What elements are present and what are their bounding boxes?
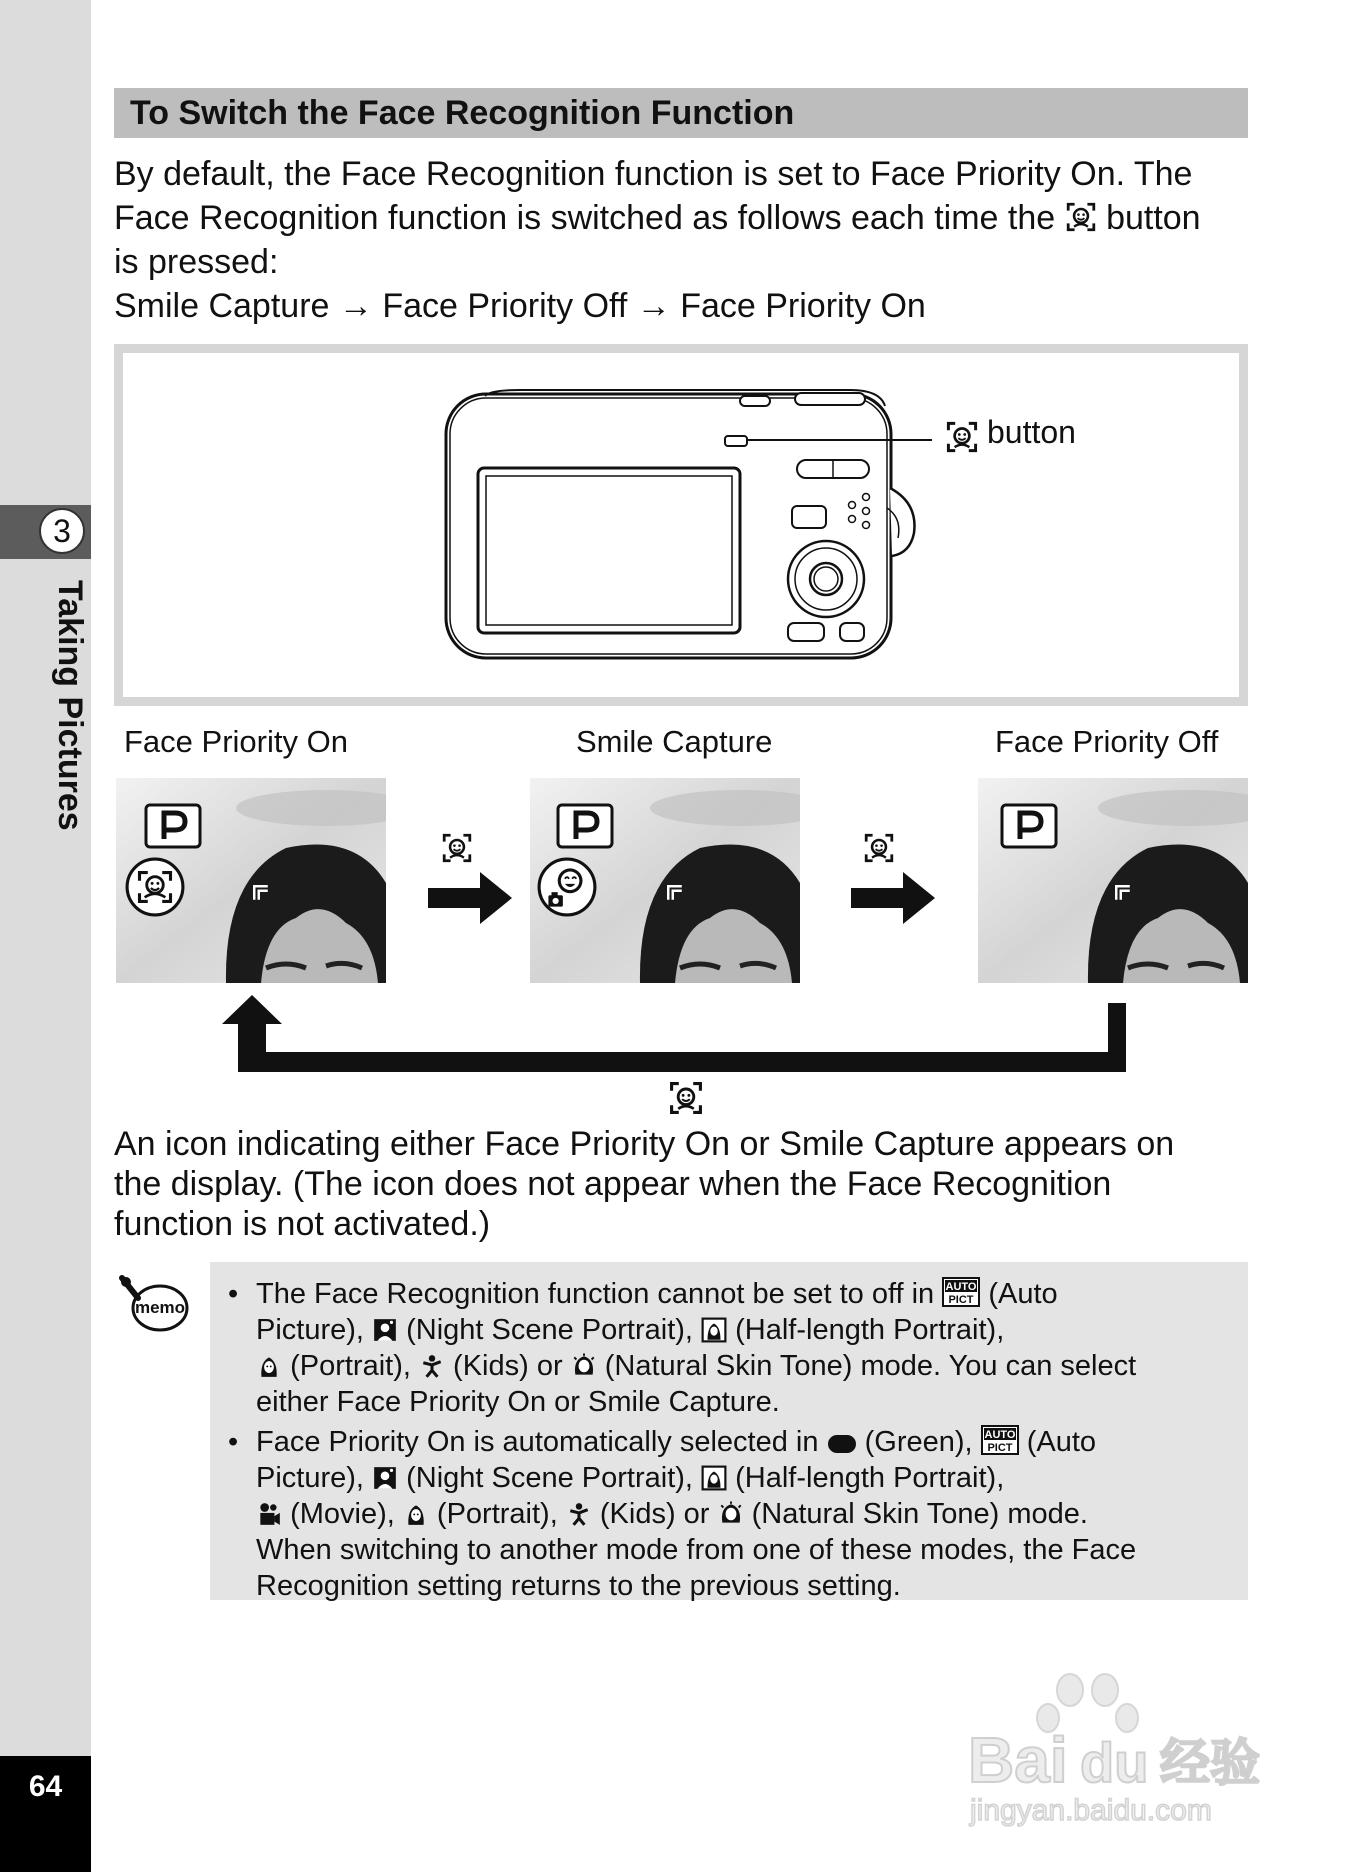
memo-text: (Night Scene Portrait), [406,1314,693,1346]
memo-text: (Portrait), [290,1350,411,1382]
screen-face-priority-off [978,778,1248,983]
natural-skin-tone-icon [718,1501,744,1527]
p-mode-icon [1000,803,1058,849]
focus-frame-corner-icon [252,884,270,902]
icon-explanation-line-1: An icon indicating either Face Priority On or Smile Capture appears on [114,1125,1175,1163]
memo-text: (Half-length Portrait), [735,1314,1005,1346]
memo-text: When switching to another mode from one of these modes, the Face [256,1534,1137,1566]
mode-label-face-priority-off: Face Priority Off [995,724,1219,759]
intro-line-1: By default, the Face Recognition function is set to Face Priority On. The [114,155,1193,193]
icon-explanation [114,1124,1254,1244]
auto-picture-icon [981,1425,1019,1455]
intro-text [114,152,1254,328]
face-priority-on-icon [124,856,186,918]
memo-box [210,1262,1248,1600]
watermark-brand-b: du [1080,1731,1149,1794]
intro-line-2-text: Face Recognition function is switched as follows each time the [114,199,1056,237]
memo-text: either Face Priority On or Smile Capture. [256,1386,780,1418]
chapter-number: 3 [39,508,85,554]
night-scene-portrait-icon [372,1317,398,1343]
auto-pict-label-top: AUTO [945,1281,977,1293]
portrait-icon [256,1353,282,1379]
portrait-icon [403,1501,429,1527]
memo-list [210,1262,1248,1604]
intro-line-2 [114,196,1254,240]
face-recognition-button-icon [1065,201,1097,233]
screen-face-priority-on [116,778,386,983]
memo-text: (Natural Skin Tone) mode. You can select [604,1350,1137,1382]
memo-text: (Natural Skin Tone) mode. [751,1498,1088,1530]
memo-text: (Portrait), [436,1498,558,1530]
memo-text: Picture), [256,1462,364,1494]
memo-text: The Face Recognition function cannot be set to off in [256,1278,935,1310]
kids-icon [566,1501,592,1527]
memo-text: Face Priority On is automatically selected in [256,1426,819,1458]
focus-frame-corner-icon [666,884,684,902]
auto-pict-label-bottom: PICT [948,1294,974,1306]
mode-sequence: Smile Capture → Face Priority Off → Face Priority On [114,287,926,325]
chapter-title: Taking Pictures [51,580,89,831]
auto-pict-label-top: AUTO [984,1429,1016,1441]
watermark-url: jingyan.baidu.com [970,1794,1212,1827]
half-length-portrait-icon [701,1317,727,1343]
memo-text: (Auto [988,1278,1058,1310]
memo-text: (Green), [864,1426,973,1458]
intro-line-2-button: button [1106,199,1201,237]
transition-face-button-icon [441,832,473,864]
p-mode-icon [144,803,202,849]
memo-text: (Kids) or [453,1350,563,1382]
natural-skin-tone-icon [571,1353,597,1379]
green-mode-icon [827,1433,857,1455]
section-heading: To Switch the Face Recognition Function [114,88,1248,138]
half-length-portrait-icon [701,1465,727,1491]
camera-back-illustration [440,388,940,668]
night-scene-portrait-icon [372,1465,398,1491]
watermark-brand-a: Bai [968,1724,1068,1796]
sidebar-band [0,0,91,1872]
focus-frame-corner-icon [1114,884,1132,902]
button-callout [945,414,1076,451]
memo-label: memo [134,1298,186,1317]
watermark-brand-c: 经验 [1160,1734,1260,1792]
smile-capture-icon [536,856,598,918]
icon-explanation-line-2: the display. (The icon does not appear when the Face Recognition [114,1165,1112,1203]
kids-icon [419,1353,445,1379]
memo-icon [118,1272,190,1334]
p-mode-icon [556,803,614,849]
memo-text: (Auto [1026,1426,1097,1458]
transition-face-button-icon [863,832,895,864]
screen-smile-capture [530,778,800,983]
memo-text: (Night Scene Portrait), [406,1462,693,1494]
right-arrow-icon [851,870,937,926]
memo-text: Picture), [256,1314,364,1346]
intro-line-3: is pressed: [114,243,279,281]
memo-text: (Movie), [290,1498,395,1530]
memo-text: Recognition setting returns to the previous setting. [256,1570,901,1602]
memo-text: (Half-length Portrait), [735,1462,1005,1494]
loop-face-button-icon [668,1080,704,1116]
right-arrow-icon [428,870,514,926]
auto-pict-label-bottom: PICT [987,1442,1013,1454]
page-number: 64 [28,1770,63,1803]
auto-picture-icon [942,1277,980,1307]
mode-label-smile-capture: Smile Capture [576,724,773,759]
memo-item [210,1424,1230,1604]
mode-label-face-priority-on: Face Priority On [124,724,348,759]
memo-text: (Kids) or [599,1498,710,1530]
movie-icon [256,1501,282,1527]
button-callout-label: button [987,414,1076,450]
baidu-watermark [960,1670,1290,1840]
icon-explanation-line-3: function is not activated.) [114,1205,491,1243]
memo-item [210,1276,1230,1420]
